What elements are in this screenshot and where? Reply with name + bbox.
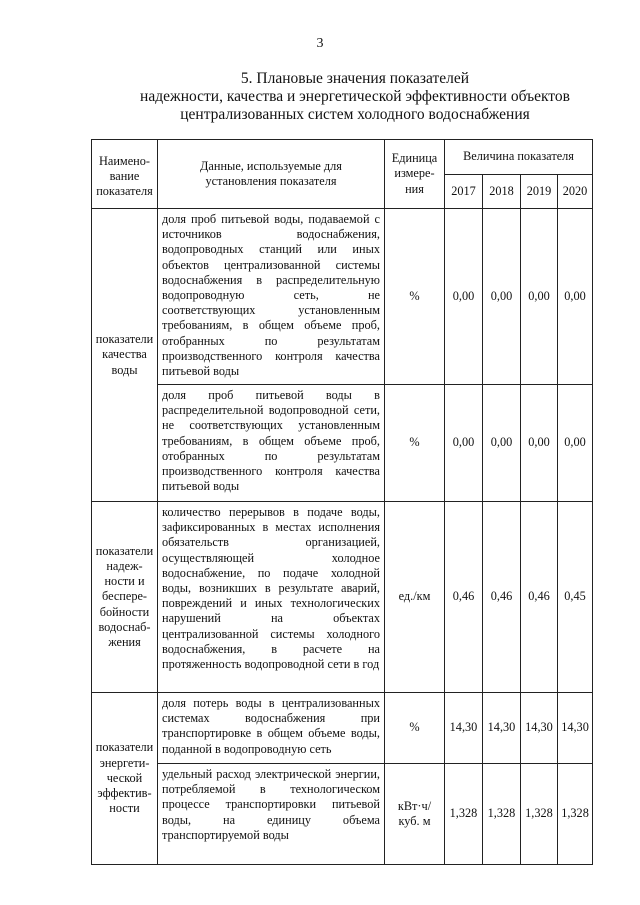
header-year: 2019	[521, 175, 558, 209]
table-row	[92, 385, 593, 502]
value-cell: 0,46	[483, 502, 521, 693]
unit-cell: %	[385, 693, 445, 764]
value-cell: 14,30	[521, 693, 558, 764]
value-cell: 14,30	[558, 693, 593, 764]
unit-cell: %	[385, 385, 445, 502]
header-value-group: Величина показателя	[445, 140, 593, 175]
unit-cell: ед./км	[385, 502, 445, 693]
value-cell: 0,46	[445, 502, 483, 693]
indicators-table	[91, 139, 593, 865]
value-cell: 0,00	[558, 209, 593, 385]
group-name-energy: показатели энергети-ческой эффектив-ности	[92, 693, 158, 865]
value-cell: 1,328	[558, 764, 593, 865]
value-cell: 0,45	[558, 502, 593, 693]
value-cell: 1,328	[445, 764, 483, 865]
indicator-data-cell: удельный расход электрической энергии, потребляемой в технологическом процессе транспортировки питьевой воды, на единицу объема транспортируемой воды	[158, 764, 385, 865]
heading-line: надежности, качества и энергетической эффективности объектов	[140, 88, 570, 105]
value-cell: 0,00	[445, 385, 483, 502]
table-row	[92, 693, 593, 764]
indicator-data-cell: доля потерь воды в централизованных системах водоснабжения при транспортировке в общем объеме воды, поданной в водопроводную сеть	[158, 693, 385, 764]
heading-line: централизованных систем холодного водоснабжения	[180, 106, 530, 123]
header-unit: Единица измере-ния	[385, 140, 445, 209]
page-number: 3	[316, 36, 324, 51]
group-name-quality: показатели качества воды	[92, 209, 158, 502]
table-row	[92, 209, 593, 385]
value-cell: 0,46	[521, 502, 558, 693]
value-cell: 1,328	[483, 764, 521, 865]
table-row	[92, 764, 593, 865]
indicator-data-cell: доля проб питьевой воды в распределительной водопроводной сети, не соответствующих установленным требованиям, в общем объеме проб, отобранных по результатам производственного контроля качества питьевой воды	[158, 385, 385, 502]
header-year: 2018	[483, 175, 521, 209]
value-cell: 0,00	[445, 209, 483, 385]
heading-line: 5. Плановые значения показателей	[240, 70, 470, 87]
header-indicator-name: Наимено-вание показателя	[92, 140, 158, 209]
value-cell: 1,328	[521, 764, 558, 865]
value-cell: 0,00	[483, 209, 521, 385]
value-cell: 0,00	[558, 385, 593, 502]
value-cell: 0,00	[521, 209, 558, 385]
value-cell: 14,30	[483, 693, 521, 764]
unit-cell: %	[385, 209, 445, 385]
value-cell: 0,00	[521, 385, 558, 502]
value-cell: 0,00	[483, 385, 521, 502]
group-name-reliability: показатели надеж-ности и беспере-бойности водоснаб-жения	[92, 502, 158, 693]
header-year: 2017	[445, 175, 483, 209]
unit-cell: кВт·ч/ куб. м	[385, 764, 445, 865]
document-heading	[60, 70, 640, 124]
indicator-data-cell: количество перерывов в подаче воды, зафиксированных в местах исполнения обязательств организацией, осуществляющей холодное водоснабжение, по подаче холодной воды, возникших в результате аварий, повреждений и иных технологических нарушений на объектах централизованной системы холодного водоснабжения, в расчете на протяженность водопроводной сети в год	[158, 502, 385, 693]
table-row	[92, 502, 593, 693]
header-data: Данные, используемые для установления показателя	[158, 140, 385, 209]
header-year: 2020	[558, 175, 593, 209]
value-cell: 14,30	[445, 693, 483, 764]
indicator-data-cell: доля проб питьевой воды, подаваемой с источников водоснабжения, водопроводных станций или иных объектов централизованной системы водоснабжения в распределительную водопроводную сеть, не соответствующих установленным требованиям, в общем объеме проб, отобранных по результатам производственного контроля качества питьевой воды	[158, 209, 385, 385]
